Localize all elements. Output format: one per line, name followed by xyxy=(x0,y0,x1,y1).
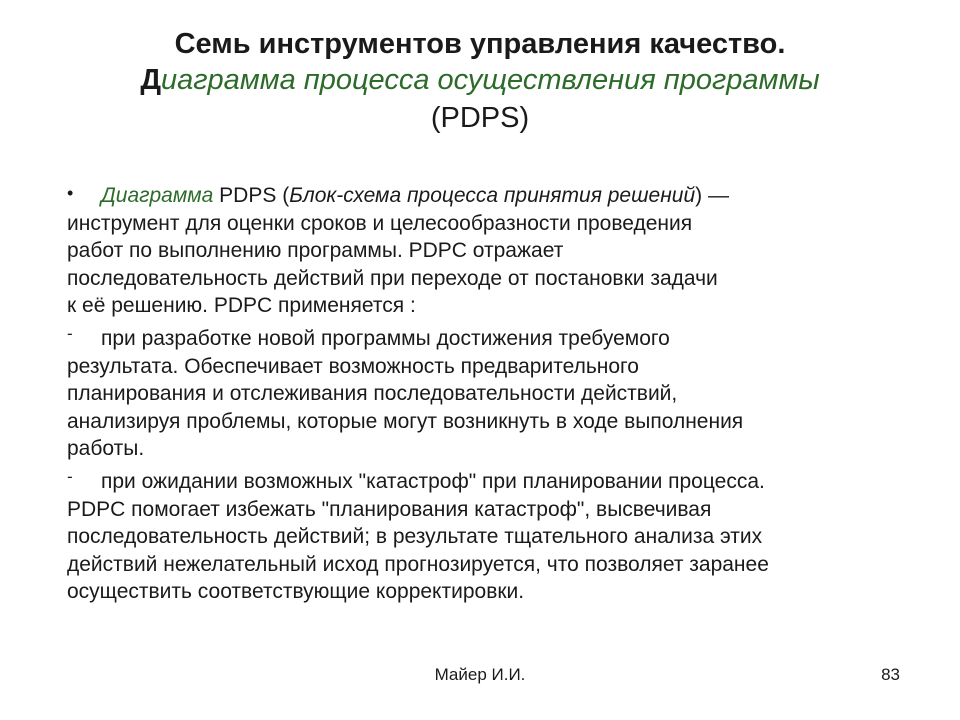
intro-line: к её решению. PDPC применяется : xyxy=(67,294,416,318)
title-line-2 xyxy=(40,62,920,98)
intro-paren-text: Блок-схема процесса принятия решений xyxy=(289,184,696,207)
intro-term: Диаграмма xyxy=(101,184,214,207)
item1-line: планирования и отслеживания последовательности действий, xyxy=(67,382,678,406)
item2-first-text: при ожидании возможных "катастроф" при планировании процесса. xyxy=(101,469,765,493)
item2-line: осуществить соответствующие корректировки. xyxy=(67,580,525,604)
dash-icon: - xyxy=(67,466,73,486)
intro-term-abbr: PDPS xyxy=(213,184,283,207)
intro-line: работ по выполнению программы. PDPC отражает xyxy=(67,239,564,263)
item1-line: результата. Обеспечивает возможность предварительного xyxy=(67,354,639,378)
intro-paren-open: ( xyxy=(282,184,290,207)
item2-line: действий нежелательный исход прогнозируется, что позволяет заранее xyxy=(67,552,769,576)
item2-first-line xyxy=(67,463,887,496)
item1-line: анализируя проблемы, которые могут возникнуть в ходе выполнения xyxy=(67,409,744,433)
item2-line: PDPC помогает избежать "планирования катастроф", высвечивая xyxy=(67,497,712,521)
intro-first-line xyxy=(67,180,887,210)
page-number: 83 xyxy=(881,665,900,684)
bullet-icon: • xyxy=(67,183,74,203)
item1-first-line xyxy=(67,320,887,353)
title-line-2-rest: иаграмма процесса осуществления программы xyxy=(161,64,820,96)
footer-author: Майер И.И. xyxy=(434,665,526,684)
item1-line: работы. xyxy=(67,437,145,461)
dash-icon: - xyxy=(67,323,73,343)
slide-body xyxy=(67,180,887,606)
intro-line: инструмент для оценки сроков и целесообразности проведения xyxy=(67,211,693,235)
item1-first-text: при разработке новой программы достижения требуемого xyxy=(101,326,670,350)
title-line-1: Семь инструментов управления качество. xyxy=(174,28,786,60)
intro-paren-close: ) — xyxy=(695,184,729,207)
slide-title xyxy=(40,26,920,136)
item2-line: последовательность действий; в результате тщательного анализа этих xyxy=(67,525,763,549)
title-line-3: (PDPS) xyxy=(430,102,530,134)
intro-line: последовательность действий при переходе от постановки задачи xyxy=(67,266,718,290)
title-line-2-first-letter: Д xyxy=(140,64,161,96)
